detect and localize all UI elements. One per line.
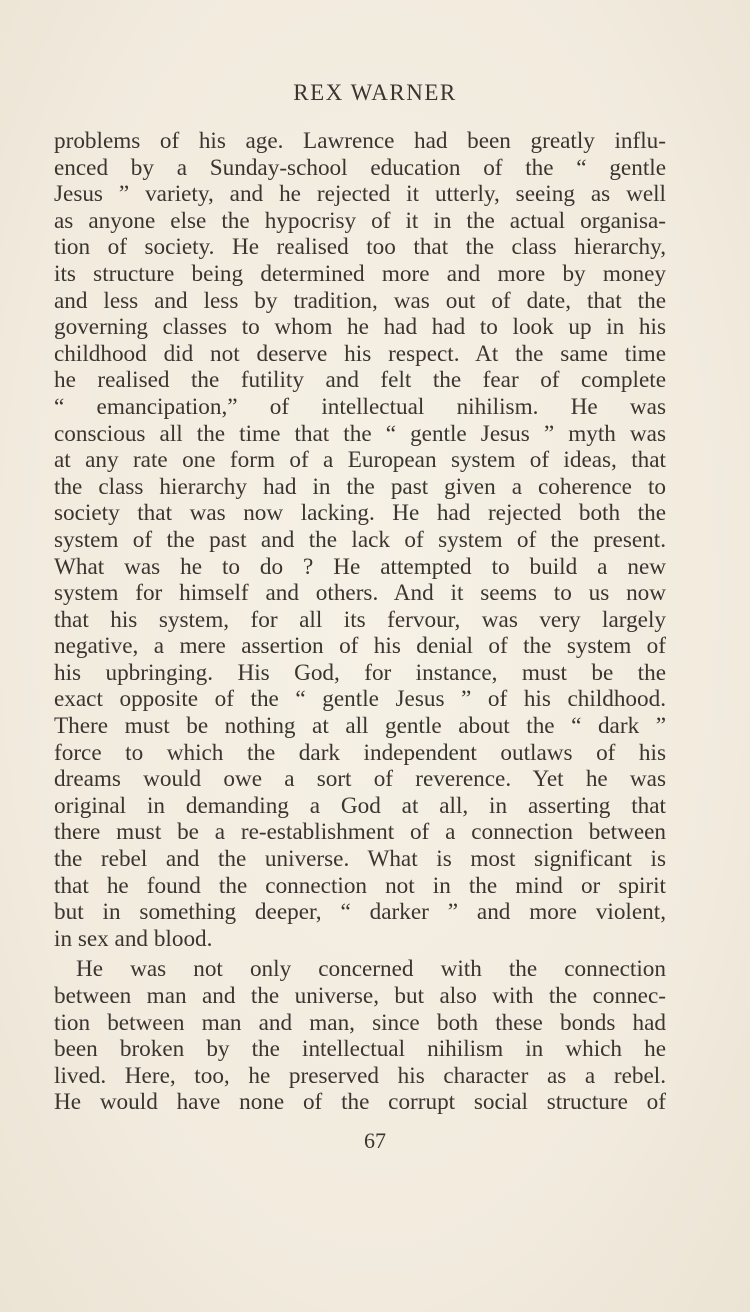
text-line: his upbringing. His God, for instance, must be the [54, 659, 666, 686]
text-line: he realised the futility and felt the fear of complete [54, 367, 666, 394]
text-line: dreams would owe a sort of reverence. Yet he was [54, 766, 666, 793]
text-line: there must be a re-establishment of a connection between [54, 819, 666, 846]
text-line: tion of society. He realised too that the class hierarchy, [54, 234, 666, 261]
text-line: He was not only concerned with the connection [76, 956, 666, 983]
text-line: lived. Here, too, he preserved his character as a rebel. [54, 1062, 666, 1089]
text-line: the class hierarchy had in the past given a coherence to [54, 473, 666, 500]
text-line: that his system, for all its fervour, was very largely [54, 606, 666, 633]
running-head: REX WARNER [293, 80, 457, 105]
text-line: problems of his age. Lawrence had been greatly influ- [54, 128, 666, 154]
text-line: system for himself and others. And it seems to us now [54, 580, 666, 607]
text-line: exact opposite of the “ gentle Jesus ” of his childhood. [54, 686, 666, 713]
text-line: governing classes to whom he had had to look up in his [54, 314, 666, 341]
text-line: original in demanding a God at all, in asserting that [54, 792, 666, 819]
text-line: He would have none of the corrupt social structure of [54, 1089, 666, 1116]
text-line: negative, a mere assertion of his denial of the system of [54, 633, 666, 660]
text-line: force to which the dark independent outlaws of his [54, 739, 666, 766]
text-line: enced by a Sunday-school education of the “ gentle [54, 154, 666, 181]
text-line: “ emancipation,” of intellectual nihilism. He was [54, 393, 666, 420]
text-line: at any rate one form of a European system of ideas, that [54, 447, 666, 474]
text-line: tion between man and man, since both these bonds had [54, 1009, 666, 1036]
text-line: been broken by the intellectual nihilism in which he [54, 1036, 666, 1063]
text-line: that he found the connection not in the mind or spirit [54, 872, 666, 899]
text-line: conscious all the time that the “ gentle Jesus ” myth was [54, 420, 666, 447]
text-line: and less and less by tradition, was out of date, that the [54, 287, 666, 314]
text-line: What was he to do ? He attempted to build a new [54, 553, 666, 580]
body-text [54, 128, 666, 1116]
text-line: its structure being determined more and more by money [54, 260, 666, 287]
text-line: society that was now lacking. He had rejected both the [54, 500, 666, 527]
text-line: the rebel and the universe. What is most significant is [54, 846, 666, 873]
text-line: as anyone else the hypocrisy of it in the actual organisa- [54, 207, 666, 234]
text-line: between man and the universe, but also with the connec- [54, 983, 666, 1009]
page-number: 67 [364, 1128, 386, 1153]
text-line: There must be nothing at all gentle about the “ dark ” [54, 713, 666, 740]
paragraph [54, 128, 666, 952]
text-line: childhood did not deserve his respect. At the same time [54, 340, 666, 367]
text-line: in sex and blood. [54, 925, 213, 952]
text-line: but in something deeper, “ darker ” and more violent, [54, 899, 666, 926]
text-line: system of the past and the lack of system of the present. [54, 526, 666, 553]
text-line: Jesus ” variety, and he rejected it utterly, seeing as well [54, 181, 666, 208]
paragraph [54, 956, 666, 1116]
